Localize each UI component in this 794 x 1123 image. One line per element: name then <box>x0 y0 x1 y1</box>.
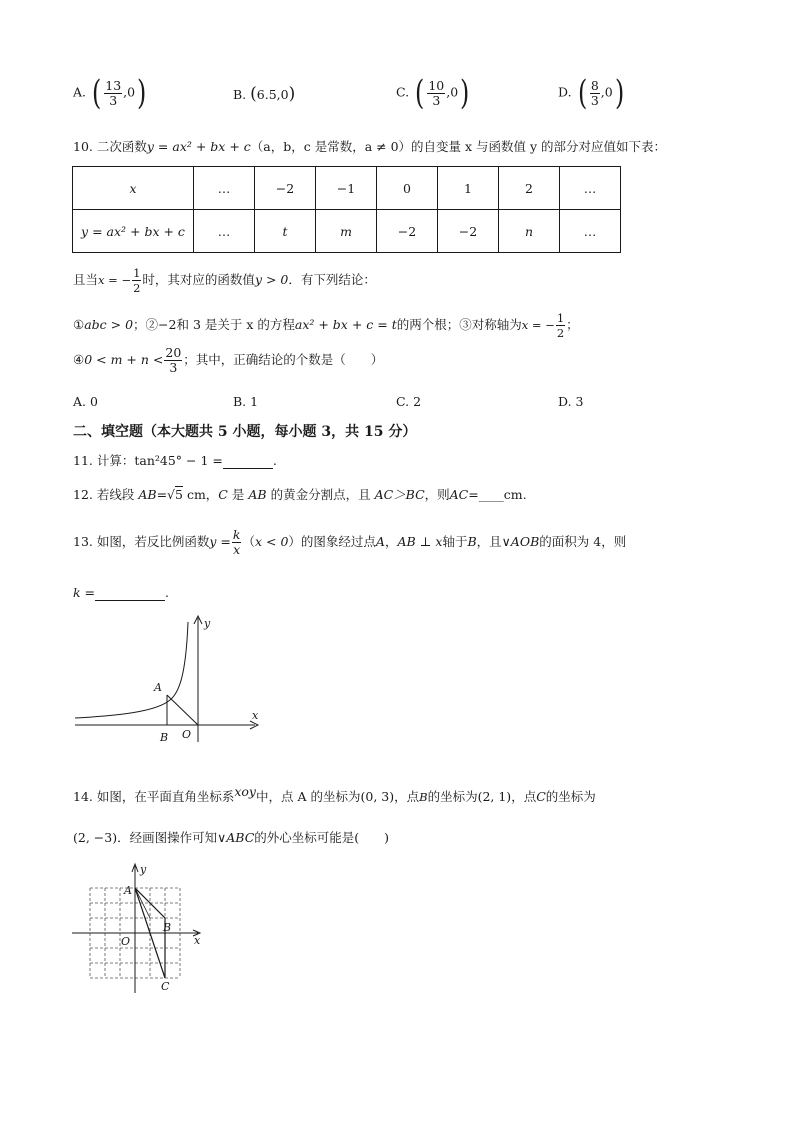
option-d-label: D. <box>558 84 572 100</box>
q12: 12. 若线段 AB=√5 cm，C 是 AB 的黄金分割点，且 AC＞BC，则AC=____cm. <box>73 487 527 502</box>
table-cell: m <box>316 210 377 253</box>
table-cell: … <box>194 210 255 253</box>
q14-figure <box>70 858 210 998</box>
option-c-label: C. <box>396 84 410 100</box>
label-a: A <box>124 884 132 897</box>
q11: 11. 计算：tan²45° − 1 = . <box>73 453 277 468</box>
table-cell: … <box>194 167 255 210</box>
q9-option-a[interactable]: A. ( $\frac{13}{3}$ ,0) <box>73 73 147 113</box>
table-cell: −2 <box>255 167 316 210</box>
label-c: C <box>161 980 170 993</box>
answer-blank[interactable] <box>95 585 165 601</box>
label-a: A <box>154 681 162 694</box>
q10-value-table <box>72 166 621 253</box>
table-cell: n <box>499 210 560 253</box>
label-x: x <box>194 934 201 947</box>
q14-stem: 14. 如图，在平面直角坐标系xoy中，点 A 的坐标为(0, 3)，点B的坐标为(2, 1)，点C的坐标为 <box>73 784 596 804</box>
table-cell: … <box>560 210 621 253</box>
segment-ao <box>167 695 198 725</box>
q9-option-d[interactable]: D. ( $\frac{8}{3}$ ,0) <box>558 73 624 113</box>
hyperbola-curve <box>75 622 188 718</box>
label-b: B <box>163 921 172 934</box>
q9-option-c[interactable]: C. ( $\frac{10}{3}$ ,0) <box>396 73 470 113</box>
q10-conclusions-4: ④0 < m + n < $\frac{20}{3}$ ；其中，正确结论的个数是（ ） <box>73 345 384 375</box>
label-y: y <box>204 617 211 630</box>
q10-stem: 10. 二次函数y = ax² + bx + c（a，b，c 是常数，a ≠ 0）的自变量 x 与函数值 y 的部分对应值如下表： <box>73 139 667 154</box>
answer-blank[interactable] <box>223 453 273 469</box>
q10-option-c[interactable]: C. 2 <box>396 394 422 409</box>
table-row-x <box>73 167 621 210</box>
table-header-y: y = ax² + bx + c <box>73 210 194 253</box>
q13-stem: 13. 如图，若反比例函数y = $\frac{k}{x}$ （x < 0）的图象经过点A，AB ⊥ x轴于B，且∨AOB的面积为 4，则 <box>73 527 627 557</box>
table-cell: −1 <box>316 167 377 210</box>
table-cell: −2 <box>438 210 499 253</box>
q10-condition: 且当x = − $\frac{1}{2}$ 时，其对应的函数值y > 0．有下列结论： <box>73 266 376 295</box>
option-b-label: B. <box>233 87 247 102</box>
table-cell: … <box>560 167 621 210</box>
label-o: O <box>121 935 131 948</box>
q10-option-b[interactable]: B. 1 <box>233 394 259 409</box>
table-cell: 0 <box>377 167 438 210</box>
q13-figure <box>70 612 270 747</box>
q9-option-b[interactable]: B. (6.5,0) <box>233 84 296 104</box>
label-y: y <box>140 863 147 876</box>
label-b: B <box>160 731 169 744</box>
table-header-x: x <box>73 167 194 210</box>
table-row-y <box>73 210 621 253</box>
option-a-label: A. <box>73 84 87 100</box>
label-o: O <box>182 728 192 741</box>
table-cell: t <box>255 210 316 253</box>
q14-stem-2: (2, −3)．经画图操作可知∨ABC的外心坐标可能是( ) <box>73 830 390 845</box>
q13-answer-line: k = . <box>73 585 170 600</box>
section-title: 二、填空题（本大题共 5 小题，每小题 3，共 15 分） <box>73 424 417 440</box>
q10-conclusions-1: ①abc > 0；②−2和 3 是关于 x 的方程ax² + bx + c = t的两个根；③对称轴为x = − $\frac{1}{2}$ ； <box>73 311 579 340</box>
table-cell: 1 <box>438 167 499 210</box>
sqrt-sign: √ <box>167 487 176 502</box>
table-cell: −2 <box>377 210 438 253</box>
label-x: x <box>252 709 259 722</box>
table-cell: 2 <box>499 167 560 210</box>
q10-option-a[interactable]: A. 0 <box>73 394 98 409</box>
q10-option-d[interactable]: D. 3 <box>558 394 584 409</box>
